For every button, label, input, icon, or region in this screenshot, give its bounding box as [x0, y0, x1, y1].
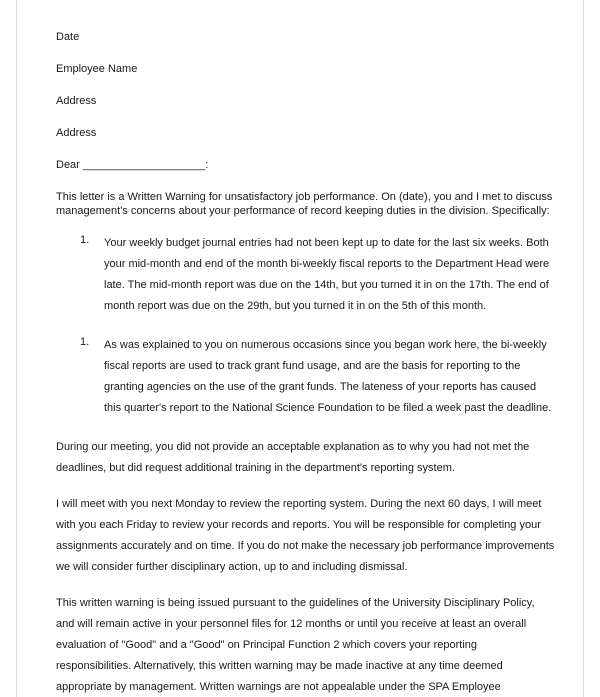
paragraph-line: with you each Friday to review your records and reports. You will be responsible for completing your: [56, 519, 541, 531]
employee-name-line: Employee Name: [56, 63, 138, 75]
paragraph-line: During our meeting, you did not provide an acceptable explanation as to why you had not met the: [56, 441, 530, 453]
paragraph-line: responsibilities. Alternatively, this written warning may be made inactive at any time deemed: [56, 660, 503, 672]
next-steps-paragraph: [56, 494, 556, 578]
paragraph-line: assignments accurately and on time. If you do not make the necessary job performance improvements: [56, 540, 555, 552]
list-item-line: late. The mid-month report was due on the 14th, but you turned it in on the 17th. The end of: [104, 279, 549, 291]
list-item-number: 1.: [80, 336, 90, 348]
paragraph-line: I will meet with you next Monday to review the reporting system. During the next 60 days, I will meet: [56, 498, 542, 510]
paragraph-line: and will remain active in your personnel files for 12 months or until you receive at least an overall: [56, 618, 527, 630]
letter-body: [56, 30, 556, 697]
list-item-line: month report was due on the 29th, but you turned it in on the 5th of this month.: [104, 300, 487, 312]
list-item-line: As was explained to you on numerous occasions since you began work here, the bi-weekly: [104, 339, 547, 351]
numbered-list: [56, 233, 556, 419]
date-line: Date: [56, 31, 80, 43]
intro-line: management's concerns about your performance of record keeping duties in the division. Specifically:: [56, 205, 550, 217]
paragraph-line: we will consider further disciplinary action, up to and including dismissal.: [56, 561, 408, 573]
list-item: [56, 335, 556, 419]
address-line-2: Address: [56, 127, 97, 139]
list-item-number: 1.: [80, 234, 90, 246]
list-item-line: Your weekly budget journal entries had not been kept up to date for the last six weeks. Both: [104, 237, 549, 249]
address-line-1: Address: [56, 95, 97, 107]
intro-line: This letter is a Written Warning for unsatisfactory job performance. On (date), you and I met to discuss: [56, 191, 553, 203]
list-item: [56, 233, 556, 317]
list-item-text: [104, 335, 556, 419]
paragraph-line: evaluation of "Good" and a "Good" on Principal Function 2 which covers your reporting: [56, 639, 478, 651]
list-item-line: this quarter's report to the National Science Foundation to be filed a week past the deadline.: [104, 402, 552, 414]
list-item-line: granting agencies on the use of the grant funds. The lateness of your reports has caused: [104, 381, 537, 393]
list-item-line: your mid-month and end of the month bi-weekly fiscal reports to the Department Head were: [104, 258, 550, 270]
paragraph-line: deadlines, but did request additional training in the department's reporting system.: [56, 462, 455, 474]
page-left-edge: [16, 0, 17, 697]
paragraph-line: This written warning is being issued pursuant to the guidelines of the University Disciplinary Policy,: [56, 597, 535, 609]
intro-paragraph: [56, 190, 556, 218]
paragraph-line: appropriate by management. Written warnings are not appealable under the SPA Employee: [56, 681, 501, 693]
warning-paragraph: [56, 593, 556, 697]
list-item-line: fiscal reports are used to track grant fund usage, and are the basis for reporting to the: [104, 360, 521, 372]
list-item-text: [104, 233, 556, 317]
meeting-paragraph: [56, 437, 556, 479]
salutation: Dear ____________________:: [56, 159, 209, 171]
page-right-edge: [583, 0, 584, 697]
